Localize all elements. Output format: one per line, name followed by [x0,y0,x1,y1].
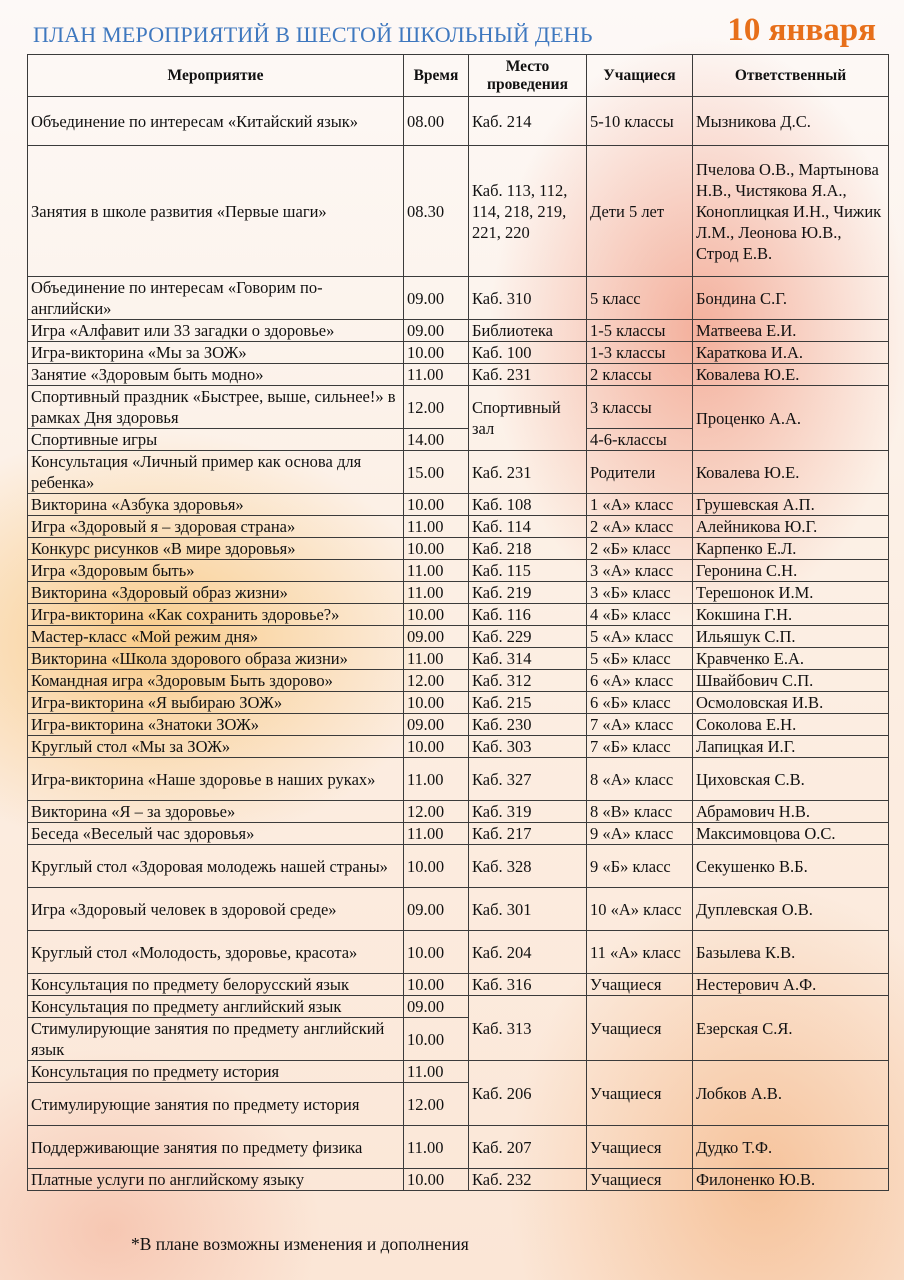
cell-event: Стимулирующие занятия по предмету история [28,1083,404,1126]
cell-place: Спортивный зал [469,386,587,451]
cell-students: 5 «А» класс [587,626,693,648]
cell-students: 5 «Б» класс [587,648,693,670]
cell-responsible: Ковалева Ю.Е. [693,364,889,386]
table-row [28,626,889,648]
footnote: *В плане возможны изменения и дополнения [131,1234,469,1254]
cell-place: Каб. 115 [469,560,587,582]
table-row [28,364,889,386]
cell-students: 9 «А» класс [587,823,693,845]
cell-students: Учащиеся [587,974,693,996]
cell-event: Конкурс рисунков «В мире здоровья» [28,538,404,560]
cell-event: Консультация по предмету история [28,1061,404,1083]
table-row [28,801,889,823]
cell-students: 2 классы [587,364,693,386]
cell-event: Объединение по интересам «Китайский язык» [28,97,404,146]
cell-place: Каб. 116 [469,604,587,626]
cell-place: Каб. 319 [469,801,587,823]
cell-responsible: Дуплевская О.В. [693,888,889,931]
cell-time: 10.00 [404,1018,469,1061]
cell-students: 10 «А» класс [587,888,693,931]
cell-responsible: Мызникова Д.С. [693,97,889,146]
cell-students: 9 «Б» класс [587,845,693,888]
cell-place: Каб. 218 [469,538,587,560]
cell-students: 4-6-классы [587,429,693,451]
column-header-place: Место проведения [469,55,587,97]
cell-place: Каб. 113, 112, 114, 218, 219, 221, 220 [469,146,587,277]
cell-place: Каб. 230 [469,714,587,736]
table-row [28,1126,889,1169]
cell-responsible: Езерская С.Я. [693,996,889,1061]
table-row [28,648,889,670]
table-row [28,582,889,604]
table-row [28,974,889,996]
table-row [28,560,889,582]
cell-students: 6 «А» класс [587,670,693,692]
cell-students: 3 «А» класс [587,560,693,582]
cell-students: 2 «А» класс [587,516,693,538]
cell-event: Игра «Здоровый я – здоровая страна» [28,516,404,538]
cell-place: Каб. 100 [469,342,587,364]
cell-place: Каб. 232 [469,1169,587,1191]
cell-time: 10.00 [404,692,469,714]
table-row [28,736,889,758]
cell-time: 10.00 [404,1169,469,1191]
cell-time: 09.00 [404,714,469,736]
table-row [28,451,889,494]
cell-place: Библиотека [469,320,587,342]
cell-place: Каб. 206 [469,1061,587,1126]
cell-students: 3 «Б» класс [587,582,693,604]
cell-event: Игра «Алфавит или 33 загадки о здоровье» [28,320,404,342]
cell-responsible: Матвеева Е.И. [693,320,889,342]
cell-responsible: Циховская С.В. [693,758,889,801]
cell-responsible: Дудко Т.Ф. [693,1126,889,1169]
cell-responsible: Алейникова Ю.Г. [693,516,889,538]
cell-event: Игра-викторина «Как сохранить здоровье?» [28,604,404,626]
cell-event: Платные услуги по английскому языку [28,1169,404,1191]
cell-place: Каб. 303 [469,736,587,758]
cell-time: 10.00 [404,931,469,974]
cell-place: Каб. 312 [469,670,587,692]
table-row [28,931,889,974]
cell-responsible: Геронина С.Н. [693,560,889,582]
cell-place: Каб. 217 [469,823,587,845]
cell-place: Каб. 108 [469,494,587,516]
table-header-row [28,55,889,97]
cell-place: Каб. 231 [469,364,587,386]
cell-time: 11.00 [404,758,469,801]
cell-event: Круглый стол «Мы за ЗОЖ» [28,736,404,758]
cell-time: 11.00 [404,1126,469,1169]
cell-responsible: Пчелова О.В., Мартынова Н.В., Чистякова Я.А., Коноплицкая И.Н., Чижик Л.М., Леонова Ю.В., Строд Е.В. [693,146,889,277]
cell-time: 10.00 [404,494,469,516]
cell-place: Каб. 214 [469,97,587,146]
cell-time: 09.00 [404,277,469,320]
cell-responsible: Осмоловская И.В. [693,692,889,714]
cell-time: 10.00 [404,342,469,364]
cell-event: Командная игра «Здоровым Быть здорово» [28,670,404,692]
table-row [28,714,889,736]
cell-students: 4 «Б» класс [587,604,693,626]
cell-responsible: Абрамович Н.В. [693,801,889,823]
cell-event: Объединение по интересам «Говорим по-английски» [28,277,404,320]
cell-students: 1 «А» класс [587,494,693,516]
cell-place: Каб. 219 [469,582,587,604]
cell-place: Каб. 328 [469,845,587,888]
cell-responsible: Секушенко В.Б. [693,845,889,888]
cell-students: 5 класс [587,277,693,320]
cell-responsible: Максимовцова О.С. [693,823,889,845]
cell-students: 11 «А» класс [587,931,693,974]
cell-event: Консультация по предмету английский язык [28,996,404,1018]
cell-students: 6 «Б» класс [587,692,693,714]
cell-responsible: Проценко А.А. [693,386,889,451]
table-row [28,845,889,888]
cell-event: Игра «Здоровый человек в здоровой среде» [28,888,404,931]
cell-students: 5-10 классы [587,97,693,146]
cell-time: 14.00 [404,429,469,451]
cell-time: 11.00 [404,560,469,582]
cell-place: Каб. 327 [469,758,587,801]
cell-time: 10.00 [404,604,469,626]
cell-time: 09.00 [404,996,469,1018]
cell-place: Каб. 313 [469,996,587,1061]
cell-event: Игра «Здоровым быть» [28,560,404,582]
cell-students: 1-3 классы [587,342,693,364]
cell-responsible: Кравченко Е.А. [693,648,889,670]
cell-students: 3 классы [587,386,693,429]
cell-time: 15.00 [404,451,469,494]
cell-responsible: Филоненко Ю.В. [693,1169,889,1191]
cell-time: 12.00 [404,801,469,823]
cell-place: Каб. 314 [469,648,587,670]
table-row [28,692,889,714]
cell-time: 09.00 [404,888,469,931]
cell-place: Каб. 301 [469,888,587,931]
cell-time: 09.00 [404,320,469,342]
table-row [28,538,889,560]
cell-event: Мастер-класс «Мой режим дня» [28,626,404,648]
cell-place: Каб. 207 [469,1126,587,1169]
table-row [28,386,889,429]
cell-students: Родители [587,451,693,494]
cell-place: Каб. 215 [469,692,587,714]
table-row [28,342,889,364]
cell-time: 11.00 [404,648,469,670]
cell-event: Игра-викторина «Знатоки ЗОЖ» [28,714,404,736]
cell-students: 8 «В» класс [587,801,693,823]
table-row [28,758,889,801]
cell-event: Игра-викторина «Наше здоровье в наших руках» [28,758,404,801]
table-row [28,996,889,1018]
cell-event: Спортивные игры [28,429,404,451]
cell-place: Каб. 316 [469,974,587,996]
cell-event: Викторина «Азбука здоровья» [28,494,404,516]
cell-place: Каб. 231 [469,451,587,494]
cell-event: Круглый стол «Молодость, здоровье, красота» [28,931,404,974]
table-row [28,146,889,277]
cell-time: 12.00 [404,670,469,692]
cell-students: 1-5 классы [587,320,693,342]
table-row [28,494,889,516]
cell-time: 11.00 [404,516,469,538]
cell-event: Беседа «Веселый час здоровья» [28,823,404,845]
cell-event: Занятие «Здоровым быть модно» [28,364,404,386]
table-row [28,516,889,538]
page-date: 10 января [727,12,876,48]
cell-time: 11.00 [404,364,469,386]
cell-event: Поддерживающие занятия по предмету физика [28,1126,404,1169]
cell-event: Занятия в школе развития «Первые шаги» [28,146,404,277]
cell-students: 7 «А» класс [587,714,693,736]
cell-responsible: Караткова И.А. [693,342,889,364]
cell-place: Каб. 229 [469,626,587,648]
cell-event: Викторина «Здоровый образ жизни» [28,582,404,604]
cell-time: 11.00 [404,1061,469,1083]
cell-place: Каб. 310 [469,277,587,320]
cell-event: Викторина «Школа здорового образа жизни» [28,648,404,670]
cell-time: 10.00 [404,845,469,888]
cell-place: Каб. 204 [469,931,587,974]
cell-responsible: Ильяшук С.П. [693,626,889,648]
cell-responsible: Грушевская А.П. [693,494,889,516]
cell-event: Игра-викторина «Мы за ЗОЖ» [28,342,404,364]
table-row [28,604,889,626]
cell-responsible: Бондина С.Г. [693,277,889,320]
schedule-table [27,54,889,1191]
cell-students: 7 «Б» класс [587,736,693,758]
cell-time: 11.00 [404,823,469,845]
table-row [28,823,889,845]
cell-event: Стимулирующие занятия по предмету английский язык [28,1018,404,1061]
cell-place: Каб. 114 [469,516,587,538]
cell-students: Учащиеся [587,1061,693,1126]
cell-time: 08.00 [404,97,469,146]
column-header-time: Время [404,55,469,97]
cell-time: 10.00 [404,736,469,758]
column-header-event: Мероприятие [28,55,404,97]
cell-time: 12.00 [404,1083,469,1126]
cell-responsible: Карпенко Е.Л. [693,538,889,560]
cell-responsible: Лапицкая И.Г. [693,736,889,758]
cell-students: Учащиеся [587,1126,693,1169]
cell-responsible: Лобков А.В. [693,1061,889,1126]
cell-students: Дети 5 лет [587,146,693,277]
cell-event: Викторина «Я – за здоровье» [28,801,404,823]
table-row [28,1169,889,1191]
cell-time: 12.00 [404,386,469,429]
page-title: ПЛАН МЕРОПРИЯТИЙ В ШЕСТОЙ ШКОЛЬНЫЙ ДЕНЬ [33,22,593,47]
cell-students: 8 «А» класс [587,758,693,801]
column-header-students: Учащиеся [587,55,693,97]
table-row [28,320,889,342]
table-row [28,277,889,320]
cell-time: 08.30 [404,146,469,277]
cell-students: Учащиеся [587,1169,693,1191]
cell-event: Консультация по предмету белорусский язык [28,974,404,996]
table-row [28,97,889,146]
cell-responsible: Терешонок И.М. [693,582,889,604]
cell-time: 11.00 [404,582,469,604]
cell-students: 2 «Б» класс [587,538,693,560]
cell-time: 10.00 [404,538,469,560]
column-header-responsible: Ответственный [693,55,889,97]
cell-responsible: Соколова Е.Н. [693,714,889,736]
cell-event: Игра-викторина «Я выбираю ЗОЖ» [28,692,404,714]
cell-students: Учащиеся [587,996,693,1061]
cell-event: Круглый стол «Здоровая молодежь нашей страны» [28,845,404,888]
cell-responsible: Ковалева Ю.Е. [693,451,889,494]
cell-responsible: Нестерович А.Ф. [693,974,889,996]
table-row [28,888,889,931]
cell-event: Спортивный праздник «Быстрее, выше, сильнее!» в рамках Дня здоровья [28,386,404,429]
cell-time: 09.00 [404,626,469,648]
cell-responsible: Кокшина Г.Н. [693,604,889,626]
cell-responsible: Базылева К.В. [693,931,889,974]
cell-time: 10.00 [404,974,469,996]
table-row [28,670,889,692]
cell-event: Консультация «Личный пример как основа для ребенка» [28,451,404,494]
cell-responsible: Швайбович С.П. [693,670,889,692]
table-row [28,1061,889,1083]
